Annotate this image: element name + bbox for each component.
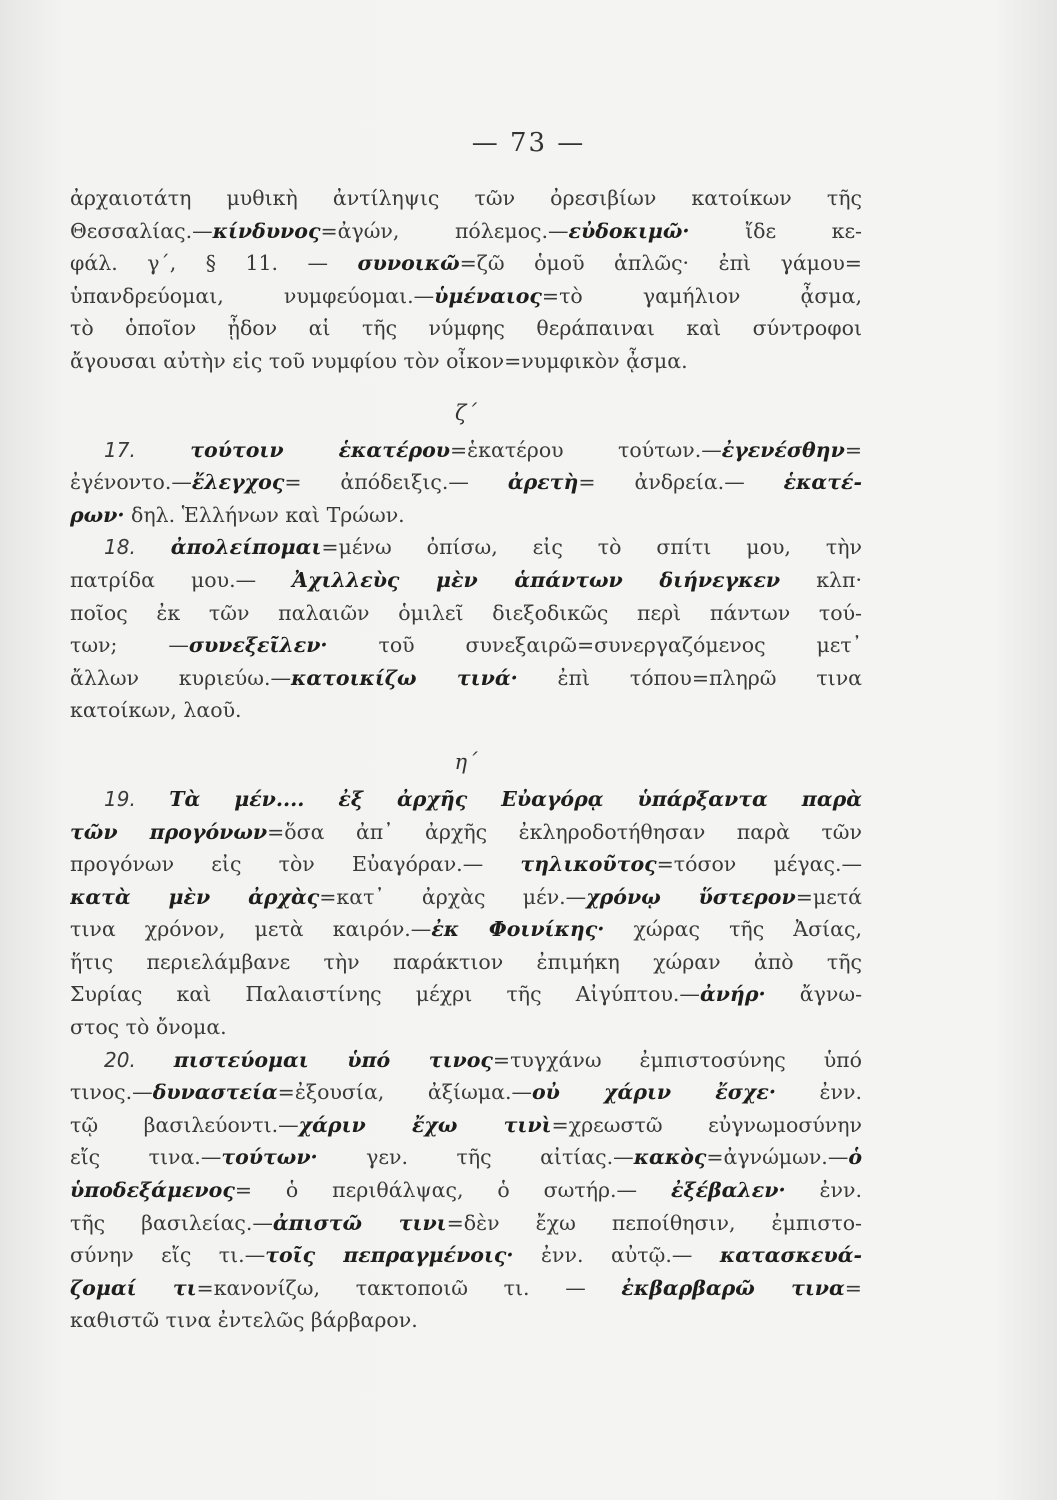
text-line: 18. ἀπολείπομαι=μένω ὀπίσω, εἰς τὸ σπίτι μου, τὴν xyxy=(104,535,862,560)
text-line: ὑποδεξάμενος= ὁ περιθάλψας, ὁ σωτήρ.— ἐξέβαλεν· ἐνν. xyxy=(70,1178,862,1203)
text-line: σύνην εἴς τι.—τοῖς πεπραγμένοις· ἐνν. αὐτῷ.— κατασκευά- xyxy=(70,1243,862,1268)
text-line: 19. Τὰ μέν.... ἐξ ἀρχῆς Εὐαγόρᾳ ὑπάρξαντα παρὰ xyxy=(104,786,862,811)
text-line: τινος.—δυναστεία=ἐξουσία, ἀξίωμα.—οὐ χάριν ἔσχε· ἐνν. xyxy=(70,1080,862,1105)
text-line: στος τὸ ὄνομα. xyxy=(70,1015,227,1040)
page-body-text xyxy=(70,182,862,1337)
text-line: ζομαί τι=κανονίζω, τακτοποιῶ τι. — ἐκβαρβαρῶ τινα= xyxy=(70,1275,862,1300)
text-line: 20. πιστεύομαι ὑπό τινος=τυγχάνω ἐμπιστοσύνης ὑπό xyxy=(104,1047,862,1072)
text-line: ρων· δηλ. Ἑλλήνων καὶ Τρώων. xyxy=(70,502,405,527)
text-line: τινα χρόνον, μετὰ καιρόν.—ἐκ Φοινίκης· χώρας τῆς Ἀσίας, xyxy=(70,917,862,942)
text-line: τῆς βασιλείας.—ἀπιστῶ τινι=δὲν ἔχω πεποίθησιν, ἐμπιστο- xyxy=(70,1210,862,1235)
section-divider: ζ΄ xyxy=(455,400,477,425)
text-line: ἄλλων κυριεύω.—κατοικίζω τινά· ἐπὶ τόπου=πληρῶ τινα xyxy=(70,665,862,690)
text-line: ποῖος ἐκ τῶν παλαιῶν ὁμιλεῖ διεξοδικῶς περὶ πάντων τού- xyxy=(70,600,862,625)
text-line: τῷ βασιλεύοντι.—χάριν ἔχω τινὶ=χρεωστῶ εὐγνωμοσύνην xyxy=(70,1112,862,1137)
text-line: κατοίκων, λαοῦ. xyxy=(70,698,242,723)
text-line: Θεσσαλίας.—κίνδυνος=ἀγών, πόλεμος.—εὐδοκιμῶ· ἴδε κε- xyxy=(70,218,862,243)
text-line: των; —συνεξεῖλεν· τοῦ συνεξαιρῶ=συνεργαζόμενος μετ᾽ xyxy=(70,633,862,658)
text-line: εἴς τινα.—τούτων· γεν. τῆς αἰτίας.—κακὸς=ἀγνώμων.—ὁ xyxy=(70,1145,862,1170)
text-line: ἀρχαιοτάτη μυθικὴ ἀντίληψις τῶν ὀρεσιβίων κατοίκων τῆς xyxy=(70,186,862,210)
text-line: τὸ ὁποῖον ᾖδον αἱ τῆς νύμφης θεράπαιναι καὶ σύντροφοι xyxy=(70,316,862,341)
text-line: προγόνων εἰς τὸν Εὐαγόραν.— τηλικοῦτος=τόσον μέγας.— xyxy=(70,852,862,877)
page-number: — 73 — xyxy=(471,128,586,158)
text-line: καθιστῶ τινα ἐντελῶς βάρβαρον. xyxy=(70,1308,418,1333)
text-line: 17. τούτοιν ἑκατέρου=ἑκατέρου τούτων.—ἐγενέσθην= xyxy=(104,437,862,462)
text-line: Συρίας καὶ Παλαιστίνης μέχρι τῆς Αἰγύπτου.—ἀνήρ· ἄγνω- xyxy=(70,982,862,1007)
section-divider: η΄ xyxy=(454,749,478,774)
text-line: ἐγένοντο.—ἔλεγχος= ἀπόδειξις.— ἀρετὴ= ἀνδρεία.— ἑκατέ- xyxy=(70,470,862,495)
text-line: κατὰ μὲν ἀρχὰς=κατ᾽ ἀρχὰς μέν.—χρόνῳ ὕστερον=μετά xyxy=(70,884,862,909)
text-line: ἥτις περιελάμβανε τὴν παράκτιον ἐπιμήκη χώραν ἀπὸ τῆς xyxy=(70,949,862,974)
text-line: ὑπανδρεύομαι, νυμφεύομαι.—ὑμέναιος=τὸ γαμήλιον ᾆσμα, xyxy=(70,283,862,308)
text-line: τῶν προγόνων=ὅσα ἀπ᾽ ἀρχῆς ἐκληροδοτήθησαν παρὰ τῶν xyxy=(70,819,862,844)
text-line: πατρίδα μου.— Ἀχιλλεὺς μὲν ἁπάντων διήνεγκεν κλπ· xyxy=(70,567,862,592)
text-line: φάλ. γ΄, § 11. — συνοικῶ=ζῶ ὁμοῦ ἁπλῶς· ἐπὶ γάμου= xyxy=(70,251,862,276)
text-line: ἄγουσαι αὐτὴν εἰς τοῦ νυμφίου τὸν οἶκον=νυμφικὸν ᾆσμα. xyxy=(70,348,688,373)
